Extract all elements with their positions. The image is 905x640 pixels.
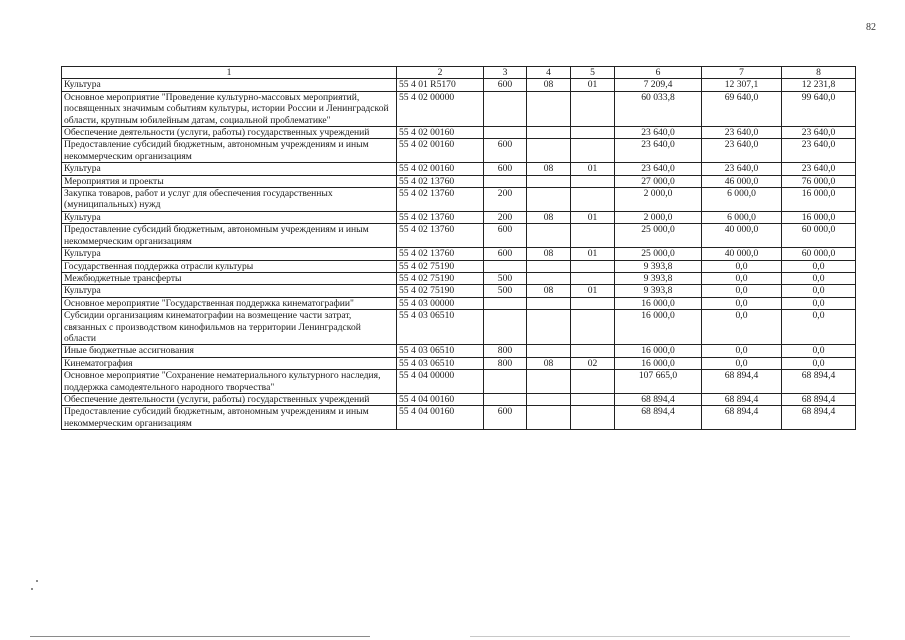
- cell-name: Мероприятия и проекты: [62, 175, 397, 187]
- cell-section: 08: [527, 79, 571, 91]
- cell-amount-1: 27 000,0: [615, 175, 702, 187]
- cell-amount-3: 99 640,0: [782, 91, 856, 126]
- cell-amount-1: 9 393,8: [615, 272, 702, 284]
- cell-amount-3: 0,0: [782, 310, 856, 345]
- cell-subsection: [571, 91, 615, 126]
- cell-subsection: [571, 188, 615, 212]
- cell-subsection: [571, 406, 615, 430]
- cell-subsection: [571, 260, 615, 272]
- cell-amount-2: 40 000,0: [702, 248, 782, 260]
- cell-subsection: [571, 297, 615, 309]
- cell-amount-1: 68 894,4: [615, 393, 702, 405]
- table-row: [62, 297, 856, 309]
- cell-target-code: 55 4 02 13760: [397, 224, 484, 248]
- cell-amount-3: 60 000,0: [782, 224, 856, 248]
- table-row: [62, 91, 856, 126]
- cell-section: [527, 272, 571, 284]
- cell-section: [527, 370, 571, 394]
- column-number-1: 1: [62, 67, 397, 79]
- cell-name: Основное мероприятие "Сохранение нематериального культурного наследия, поддержка самодеятельного народного творчества": [62, 370, 397, 394]
- cell-amount-3: 16 000,0: [782, 188, 856, 212]
- table-row: [62, 188, 856, 212]
- column-number-4: 4: [527, 67, 571, 79]
- cell-expense-type: 500: [484, 272, 527, 284]
- cell-amount-1: 25 000,0: [615, 224, 702, 248]
- cell-expense-type: 600: [484, 248, 527, 260]
- cell-amount-2: 68 894,4: [702, 393, 782, 405]
- cell-amount-1: 2 000,0: [615, 211, 702, 223]
- cell-name: Предоставление субсидий бюджетным, автономным учреждениям и иным некоммерческим организациям: [62, 406, 397, 430]
- cell-target-code: 55 4 03 06510: [397, 357, 484, 369]
- cell-expense-type: 600: [484, 224, 527, 248]
- cell-expense-type: 500: [484, 285, 527, 297]
- table-row: [62, 79, 856, 91]
- cell-amount-1: 23 640,0: [615, 139, 702, 163]
- cell-amount-2: 23 640,0: [702, 127, 782, 139]
- cell-section: [527, 310, 571, 345]
- cell-amount-3: 0,0: [782, 297, 856, 309]
- table-row: [62, 285, 856, 297]
- cell-expense-type: [484, 127, 527, 139]
- cell-amount-3: 23 640,0: [782, 139, 856, 163]
- cell-name: Культура: [62, 79, 397, 91]
- cell-target-code: 55 4 02 13760: [397, 248, 484, 260]
- cell-name: Закупка товаров, работ и услуг для обеспечения государственных (муниципальных) нужд: [62, 188, 397, 212]
- cell-amount-2: 40 000,0: [702, 224, 782, 248]
- cell-expense-type: 200: [484, 211, 527, 223]
- cell-section: 08: [527, 248, 571, 260]
- scan-artifact-dot: [31, 588, 33, 590]
- cell-amount-1: 9 393,8: [615, 285, 702, 297]
- cell-subsection: [571, 272, 615, 284]
- cell-expense-type: 600: [484, 163, 527, 175]
- cell-name: Культура: [62, 285, 397, 297]
- cell-target-code: 55 4 02 13760: [397, 188, 484, 212]
- cell-amount-3: 23 640,0: [782, 163, 856, 175]
- cell-section: 08: [527, 357, 571, 369]
- cell-expense-type: 600: [484, 79, 527, 91]
- cell-amount-1: 2 000,0: [615, 188, 702, 212]
- cell-name: Основное мероприятие "Государственная поддержка кинематографии": [62, 297, 397, 309]
- cell-amount-2: 12 307,1: [702, 79, 782, 91]
- cell-amount-2: 6 000,0: [702, 188, 782, 212]
- cell-section: [527, 345, 571, 357]
- cell-subsection: 01: [571, 79, 615, 91]
- cell-section: [527, 188, 571, 212]
- cell-subsection: 01: [571, 211, 615, 223]
- table-row: [62, 224, 856, 248]
- table-row: [62, 248, 856, 260]
- cell-amount-2: 6 000,0: [702, 211, 782, 223]
- cell-target-code: 55 4 02 00160: [397, 139, 484, 163]
- cell-amount-1: 23 640,0: [615, 163, 702, 175]
- page-number: 82: [866, 22, 876, 33]
- table-row: [62, 310, 856, 345]
- cell-name: Культура: [62, 248, 397, 260]
- cell-amount-3: 0,0: [782, 272, 856, 284]
- cell-amount-2: 69 640,0: [702, 91, 782, 126]
- cell-expense-type: 800: [484, 345, 527, 357]
- cell-section: 08: [527, 285, 571, 297]
- cell-amount-2: 0,0: [702, 260, 782, 272]
- cell-subsection: [571, 393, 615, 405]
- cell-target-code: 55 4 02 00160: [397, 127, 484, 139]
- cell-name: Предоставление субсидий бюджетным, автономным учреждениям и иным некоммерческим организациям: [62, 139, 397, 163]
- cell-expense-type: [484, 91, 527, 126]
- cell-expense-type: 600: [484, 139, 527, 163]
- header-row: [62, 67, 856, 79]
- cell-name: Обеспечение деятельности (услуги, работы) государственных учреждений: [62, 393, 397, 405]
- cell-section: [527, 406, 571, 430]
- cell-amount-2: 0,0: [702, 272, 782, 284]
- cell-subsection: 02: [571, 357, 615, 369]
- cell-amount-3: 23 640,0: [782, 127, 856, 139]
- cell-name: Государственная поддержка отрасли культуры: [62, 260, 397, 272]
- cell-subsection: [571, 370, 615, 394]
- cell-section: [527, 175, 571, 187]
- cell-name: Субсидии организациям кинематографии на возмещение части затрат, связанных с производством кинофильмов на территории Ленинградской области: [62, 310, 397, 345]
- cell-target-code: 55 4 02 13760: [397, 211, 484, 223]
- cell-amount-1: 9 393,8: [615, 260, 702, 272]
- cell-amount-2: 23 640,0: [702, 163, 782, 175]
- column-number-2: 2: [397, 67, 484, 79]
- cell-subsection: [571, 127, 615, 139]
- column-number-3: 3: [484, 67, 527, 79]
- cell-amount-1: 16 000,0: [615, 345, 702, 357]
- cell-amount-3: 68 894,4: [782, 370, 856, 394]
- cell-expense-type: [484, 260, 527, 272]
- table-row: [62, 175, 856, 187]
- cell-amount-3: 68 894,4: [782, 393, 856, 405]
- table-row: [62, 211, 856, 223]
- cell-amount-1: 25 000,0: [615, 248, 702, 260]
- table-row: [62, 406, 856, 430]
- cell-amount-1: 23 640,0: [615, 127, 702, 139]
- cell-amount-1: 16 000,0: [615, 310, 702, 345]
- cell-section: [527, 224, 571, 248]
- cell-name: Предоставление субсидий бюджетным, автономным учреждениям и иным некоммерческим организациям: [62, 224, 397, 248]
- scan-artifact-line: [30, 636, 370, 637]
- cell-name: Кинематография: [62, 357, 397, 369]
- cell-section: 08: [527, 211, 571, 223]
- cell-amount-2: 0,0: [702, 297, 782, 309]
- cell-section: [527, 127, 571, 139]
- cell-amount-3: 76 000,0: [782, 175, 856, 187]
- cell-amount-3: 0,0: [782, 345, 856, 357]
- cell-target-code: 55 4 02 75190: [397, 272, 484, 284]
- column-number-7: 7: [702, 67, 782, 79]
- cell-expense-type: 600: [484, 406, 527, 430]
- cell-name: Основное мероприятие "Проведение культурно-массовых мероприятий, посвященных значимым событиям культуры, истории России и Ленинградской области, крупным юбилейным датам, социальной проблематике": [62, 91, 397, 126]
- cell-amount-2: 46 000,0: [702, 175, 782, 187]
- cell-name: Межбюджетные трансферты: [62, 272, 397, 284]
- cell-subsection: 01: [571, 285, 615, 297]
- cell-target-code: 55 4 04 00160: [397, 406, 484, 430]
- cell-subsection: [571, 175, 615, 187]
- cell-amount-1: 60 033,8: [615, 91, 702, 126]
- cell-amount-2: 0,0: [702, 310, 782, 345]
- cell-section: [527, 139, 571, 163]
- cell-amount-2: 68 894,4: [702, 370, 782, 394]
- cell-amount-3: 0,0: [782, 357, 856, 369]
- cell-amount-3: 16 000,0: [782, 211, 856, 223]
- cell-subsection: [571, 310, 615, 345]
- cell-amount-1: 107 665,0: [615, 370, 702, 394]
- cell-expense-type: [484, 370, 527, 394]
- table-row: [62, 370, 856, 394]
- cell-amount-3: 68 894,4: [782, 406, 856, 430]
- cell-amount-2: 0,0: [702, 357, 782, 369]
- table-row: [62, 393, 856, 405]
- cell-name: Культура: [62, 211, 397, 223]
- cell-subsection: [571, 224, 615, 248]
- column-number-8: 8: [782, 67, 856, 79]
- scan-artifact-dot: [36, 580, 38, 582]
- cell-expense-type: 200: [484, 188, 527, 212]
- cell-amount-1: 68 894,4: [615, 406, 702, 430]
- cell-section: [527, 91, 571, 126]
- cell-amount-1: 16 000,0: [615, 357, 702, 369]
- cell-target-code: 55 4 03 06510: [397, 345, 484, 357]
- cell-amount-3: 60 000,0: [782, 248, 856, 260]
- cell-amount-2: 68 894,4: [702, 406, 782, 430]
- cell-section: [527, 393, 571, 405]
- scan-artifact-line-right: [470, 636, 850, 637]
- cell-target-code: 55 4 02 75190: [397, 260, 484, 272]
- table-row: [62, 272, 856, 284]
- column-number-6: 6: [615, 67, 702, 79]
- table-row: [62, 345, 856, 357]
- cell-subsection: [571, 345, 615, 357]
- cell-expense-type: [484, 297, 527, 309]
- cell-target-code: 55 4 02 13760: [397, 175, 484, 187]
- cell-target-code: 55 4 04 00000: [397, 370, 484, 394]
- cell-expense-type: [484, 393, 527, 405]
- cell-expense-type: [484, 310, 527, 345]
- cell-name: Культура: [62, 163, 397, 175]
- budget-table: [61, 66, 856, 430]
- cell-subsection: 01: [571, 163, 615, 175]
- cell-amount-1: 16 000,0: [615, 297, 702, 309]
- table-row: [62, 357, 856, 369]
- cell-amount-2: 0,0: [702, 285, 782, 297]
- cell-amount-2: 23 640,0: [702, 139, 782, 163]
- cell-section: 08: [527, 163, 571, 175]
- cell-expense-type: [484, 175, 527, 187]
- cell-name: Обеспечение деятельности (услуги, работы) государственных учреждений: [62, 127, 397, 139]
- cell-target-code: 55 4 03 00000: [397, 297, 484, 309]
- cell-section: [527, 260, 571, 272]
- cell-amount-3: 0,0: [782, 260, 856, 272]
- table-row: [62, 127, 856, 139]
- cell-target-code: 55 4 01 R5170: [397, 79, 484, 91]
- cell-target-code: 55 4 03 06510: [397, 310, 484, 345]
- cell-subsection: [571, 139, 615, 163]
- table-row: [62, 163, 856, 175]
- cell-target-code: 55 4 02 75190: [397, 285, 484, 297]
- cell-target-code: 55 4 04 00160: [397, 393, 484, 405]
- cell-amount-3: 12 231,8: [782, 79, 856, 91]
- cell-amount-1: 7 209,4: [615, 79, 702, 91]
- cell-name: Иные бюджетные ассигнования: [62, 345, 397, 357]
- cell-section: [527, 297, 571, 309]
- table-row: [62, 260, 856, 272]
- cell-amount-2: 0,0: [702, 345, 782, 357]
- cell-amount-3: 0,0: [782, 285, 856, 297]
- cell-expense-type: 800: [484, 357, 527, 369]
- table-row: [62, 139, 856, 163]
- column-number-5: 5: [571, 67, 615, 79]
- table-body: [62, 79, 856, 430]
- cell-subsection: 01: [571, 248, 615, 260]
- cell-target-code: 55 4 02 00000: [397, 91, 484, 126]
- cell-target-code: 55 4 02 00160: [397, 163, 484, 175]
